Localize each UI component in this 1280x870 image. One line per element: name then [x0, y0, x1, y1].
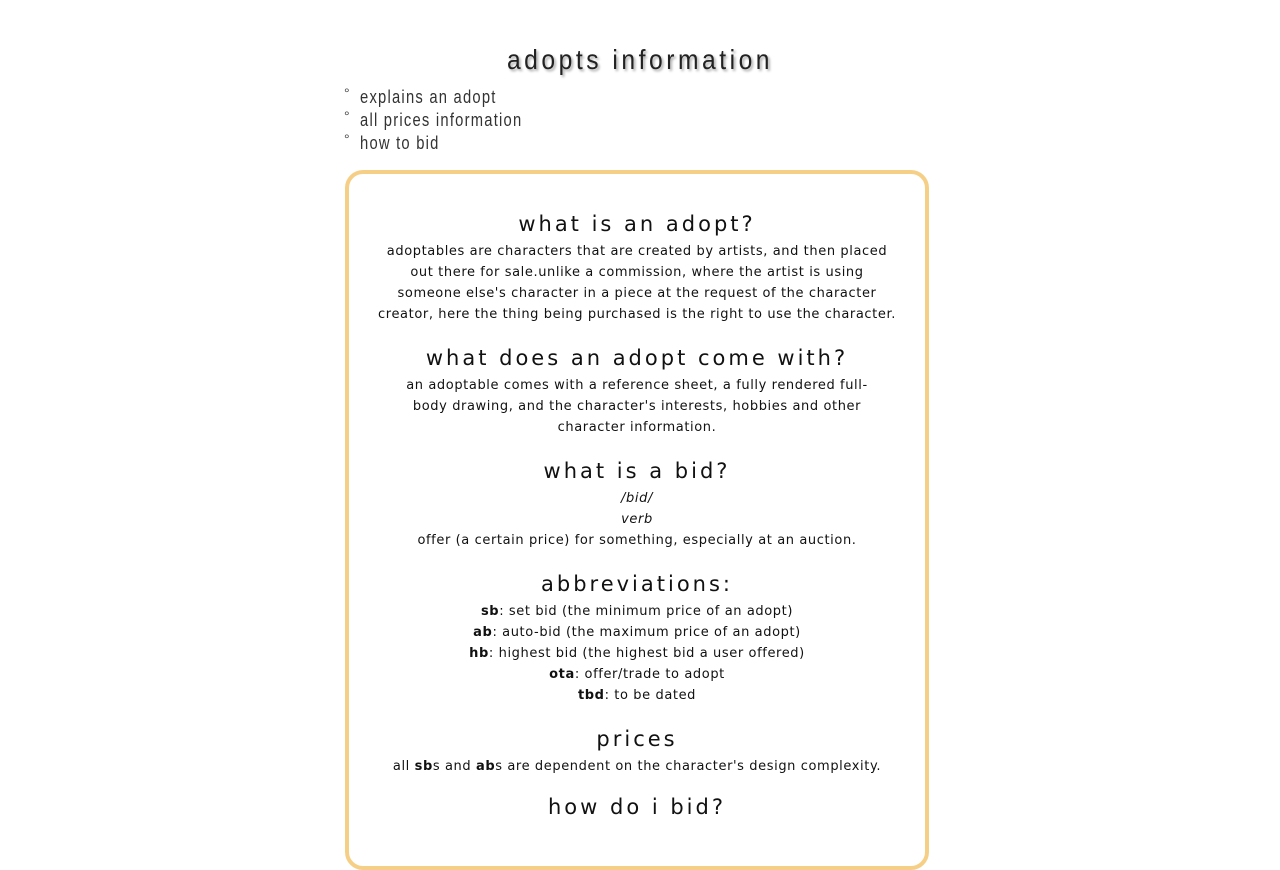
section-heading: abbreviations: [541, 572, 733, 596]
table-of-contents [344, 86, 558, 155]
prices-text: s and [432, 759, 476, 774]
bullet-icon: ° [344, 85, 352, 101]
info-card [345, 170, 929, 870]
toc-item-prices[interactable] [344, 109, 558, 132]
abbreviation-desc: : set bid (the minimum price of an adopt) [499, 604, 794, 619]
abbreviation-desc: : to be dated [604, 688, 697, 703]
prices-term-ab: ab [475, 759, 496, 774]
toc-link-prices[interactable]: all prices information [360, 110, 523, 130]
abbreviation-item [349, 601, 925, 622]
definition: offer (a certain price) for something, especially at an auction. [417, 533, 857, 548]
abbreviation-item [349, 643, 925, 664]
section-what-is-adopt [349, 207, 925, 325]
abbreviation-desc: : highest bid (the highest bid a user offered) [488, 646, 805, 661]
section-heading: what does an adopt come with? [425, 346, 849, 370]
prices-text: all [392, 759, 415, 774]
toc-link-explains[interactable]: explains an adopt [360, 87, 497, 107]
section-heading: what is a bid? [543, 459, 731, 483]
part-of-speech: verb [621, 512, 653, 527]
abbreviation-item [349, 622, 925, 643]
toc-item-explains[interactable] [344, 86, 558, 109]
page-title: adopts information [506, 44, 774, 75]
bullet-icon: ° [344, 108, 352, 124]
abbreviation-term: tbd [577, 688, 605, 703]
section-heading: prices [596, 727, 678, 751]
section-heading: what is an adopt? [518, 212, 756, 236]
section-prices [349, 722, 925, 777]
pronunciation: /bid/ [621, 491, 653, 506]
section-body: an adoptable comes with a reference sheet, a fully rendered full-body drawing, and the character's interests, hobbies and other character information. [406, 378, 868, 435]
abbreviation-term: ota [549, 667, 575, 682]
section-how-to-bid [349, 790, 925, 824]
abbreviation-term: ab [473, 625, 493, 640]
section-heading: how do i bid? [547, 795, 726, 819]
section-body: adoptables are characters that are created by artists, and then placed out there for sale.unlike a commission, where the artist is using someone else's character in a piece at the request of the character creator, here the thing being purchased is the right to use the character. [378, 244, 896, 322]
section-what-is-bid [349, 454, 925, 551]
prices-text: s are dependent on the character's design complexity. [495, 759, 882, 774]
bullet-icon: ° [344, 131, 352, 147]
abbreviation-term: sb [480, 604, 500, 619]
section-abbreviations [349, 567, 925, 706]
toc-link-how-to-bid[interactable]: how to bid [360, 133, 440, 153]
prices-body [349, 756, 925, 777]
abbreviation-desc: : offer/trade to adopt [574, 667, 725, 682]
toc-item-how-to-bid[interactable] [344, 132, 558, 155]
section-comes-with [349, 341, 925, 438]
prices-term-sb: sb [414, 759, 433, 774]
abbreviation-item [349, 685, 925, 706]
abbreviation-desc: : auto-bid (the maximum price of an adopt) [492, 625, 801, 640]
abbreviation-term: hb [469, 646, 489, 661]
abbreviation-item [349, 664, 925, 685]
